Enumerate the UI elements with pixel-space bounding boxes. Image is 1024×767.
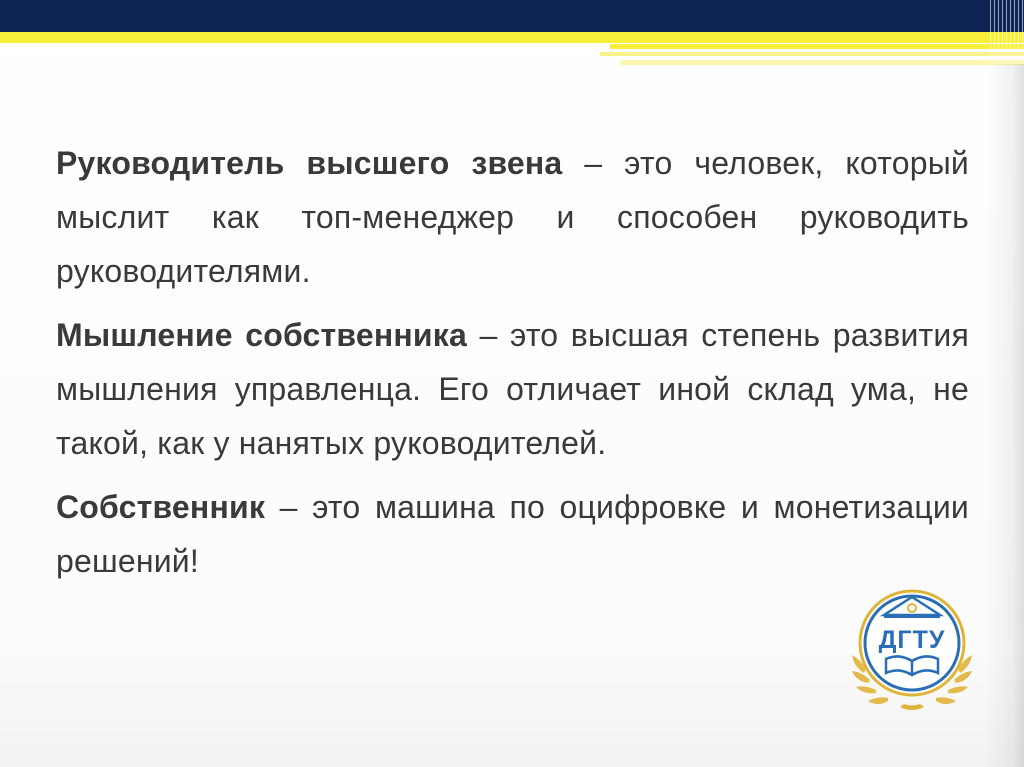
term-owner: Собственник (56, 489, 266, 525)
header-decoration-lines (990, 0, 1024, 64)
term-owner-thinking: Мышление собственника (56, 317, 467, 353)
slide-body (56, 136, 969, 598)
header-navy-bar (0, 0, 1024, 32)
header-accent-strip (600, 52, 1024, 56)
header-accent-strip (610, 44, 1024, 49)
university-logo-icon (850, 585, 974, 715)
logo-label: ДГТУ (878, 626, 946, 654)
header-accent-strip (620, 60, 1024, 65)
slide-edge-shadow (984, 64, 1024, 767)
paragraph-owner (56, 480, 969, 588)
paragraph-owner-thinking (56, 308, 969, 470)
definition-owner-thinking: – это высшая степень развития мышления управленца. Его отличает иной склад ума, не такой, как у нанятых руководителей. (56, 317, 969, 461)
header-yellow-bar (0, 32, 1024, 43)
definition-top-manager: – это человек, который мыслит как топ-менеджер и способен руководить руководителями. (56, 145, 969, 289)
definition-owner: – это машина по оцифровке и монетизации решений! (56, 489, 969, 579)
paragraph-top-manager (56, 136, 969, 298)
term-top-manager: Руководитель высшего звена (56, 145, 563, 181)
